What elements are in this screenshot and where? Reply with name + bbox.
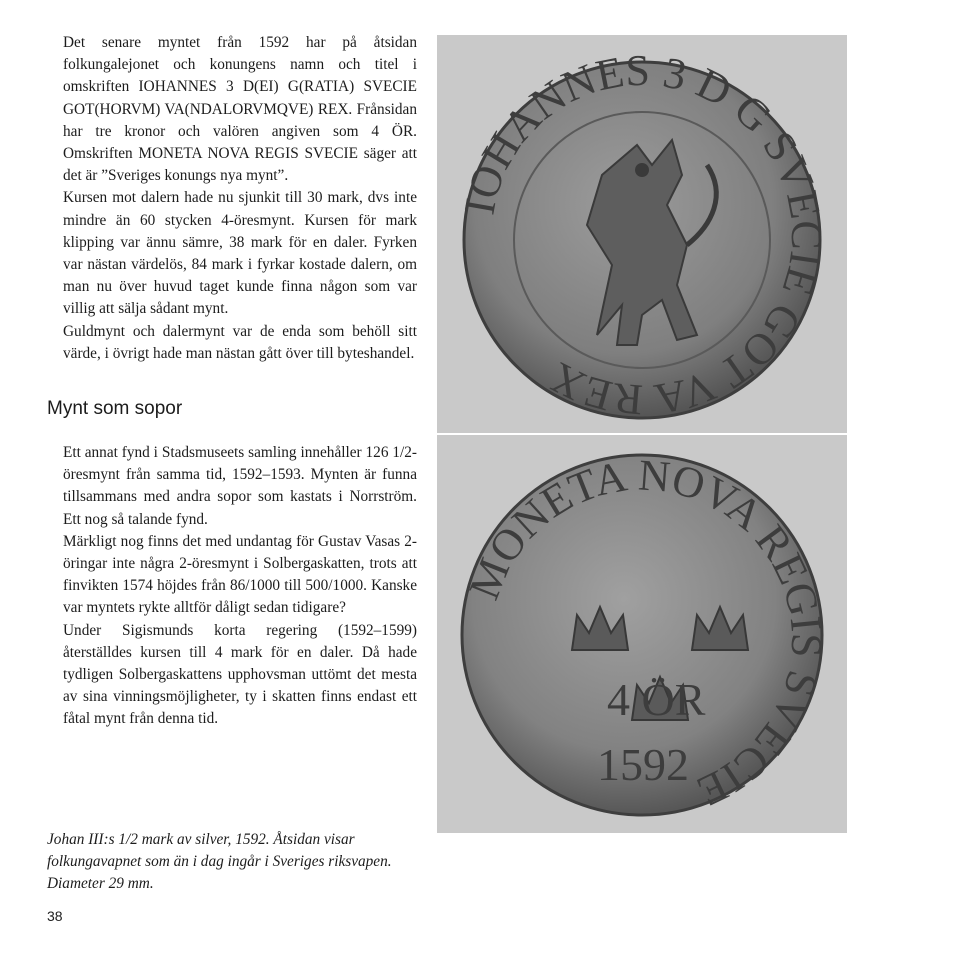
- obverse-coin-graphic: [437, 35, 847, 433]
- reverse-year-text: 1592: [597, 739, 689, 790]
- paragraph-two-ore: Märkligt nog finns det med undantag för Gustav Vasas 2-öringar inte några 2-öresmynt i Solbergaskatten, trots att finvikten 1574 höjdes från 86/1000 till 500/1000. Kanske var myntets rykte alltför dåligt sedan tidigare?: [63, 532, 417, 617]
- reverse-value-text: 4 ÖR: [607, 674, 706, 725]
- figure-caption: Johan III:s 1/2 mark av silver, 1592. Åtsidan visar folkungavapnet som än i dag ingår i Sveriges riksvapen. Diameter 29 mm.: [47, 831, 392, 893]
- paragraph-exchange-rate: Kursen mot dalern hade nu sjunkit till 30 mark, dvs inte mindre än 60 stycken 4-öresmynt. Kursen för mark klipping var ännu sämre, 38 mark för en daler. Fyrken var nästan värdelös, 84 mark i fyrkar kostade dalern, om man nu över huvud taget kunde finna någon som var villig att sälja sådant mynt.: [63, 189, 417, 318]
- section-heading: Mynt som sopor: [47, 398, 183, 419]
- paragraph-gold-coins: Guldmynt och dalermynt var de enda som behöll sitt värde, i övrigt hade man nästan gått över till byteshandel.: [63, 322, 417, 362]
- paragraph-mint-description: Det senare myntet från 1592 har på åtsidan folkungalejonet och konungens namn och titel i omskriften IOHANNES 3 D(EI) G(RATIA) SVECIE GOT(HORVM) VA(NDALORVMQVE) REX. Frånsidan har tre kronor och valören angiven som 4 ÖR. Omskriften MONETA NOVA REGIS SVECIE säger att det är ”Sveriges konungs nya mynt”.: [63, 34, 417, 185]
- reverse-legend: MONETA NOVA REGIS SVECIE: [459, 450, 832, 817]
- coin-photo-reverse: [437, 435, 847, 833]
- top-text-block: [63, 32, 417, 365]
- paragraph-find: Ett annat fynd i Stadsmuseets samling innehåller 126 1/2-öresmynt från samma tid, 1592–1593. Mynten är funna tillsammans med andra sopor som kastats i Norrström. Ett nog så talande fynd.: [63, 444, 417, 528]
- obverse-legend: IOHANNES 3 D G SVECIE GOT VA REX: [454, 45, 832, 425]
- section-text-block: [63, 442, 417, 731]
- coin-photo-obverse: [437, 35, 847, 433]
- paragraph-sigismund: Under Sigismunds korta regering (1592–1599) återställdes kursen till 4 mark för en daler. Då hade tydligen Solbergaskattens upphovsman uttömt det mesta av sina vinningsmöjligheter, ty i skatten finns endast ett fåtal mynt från denna tid.: [63, 621, 417, 728]
- page-number: 38: [47, 908, 63, 924]
- reverse-coin-graphic: [437, 435, 847, 833]
